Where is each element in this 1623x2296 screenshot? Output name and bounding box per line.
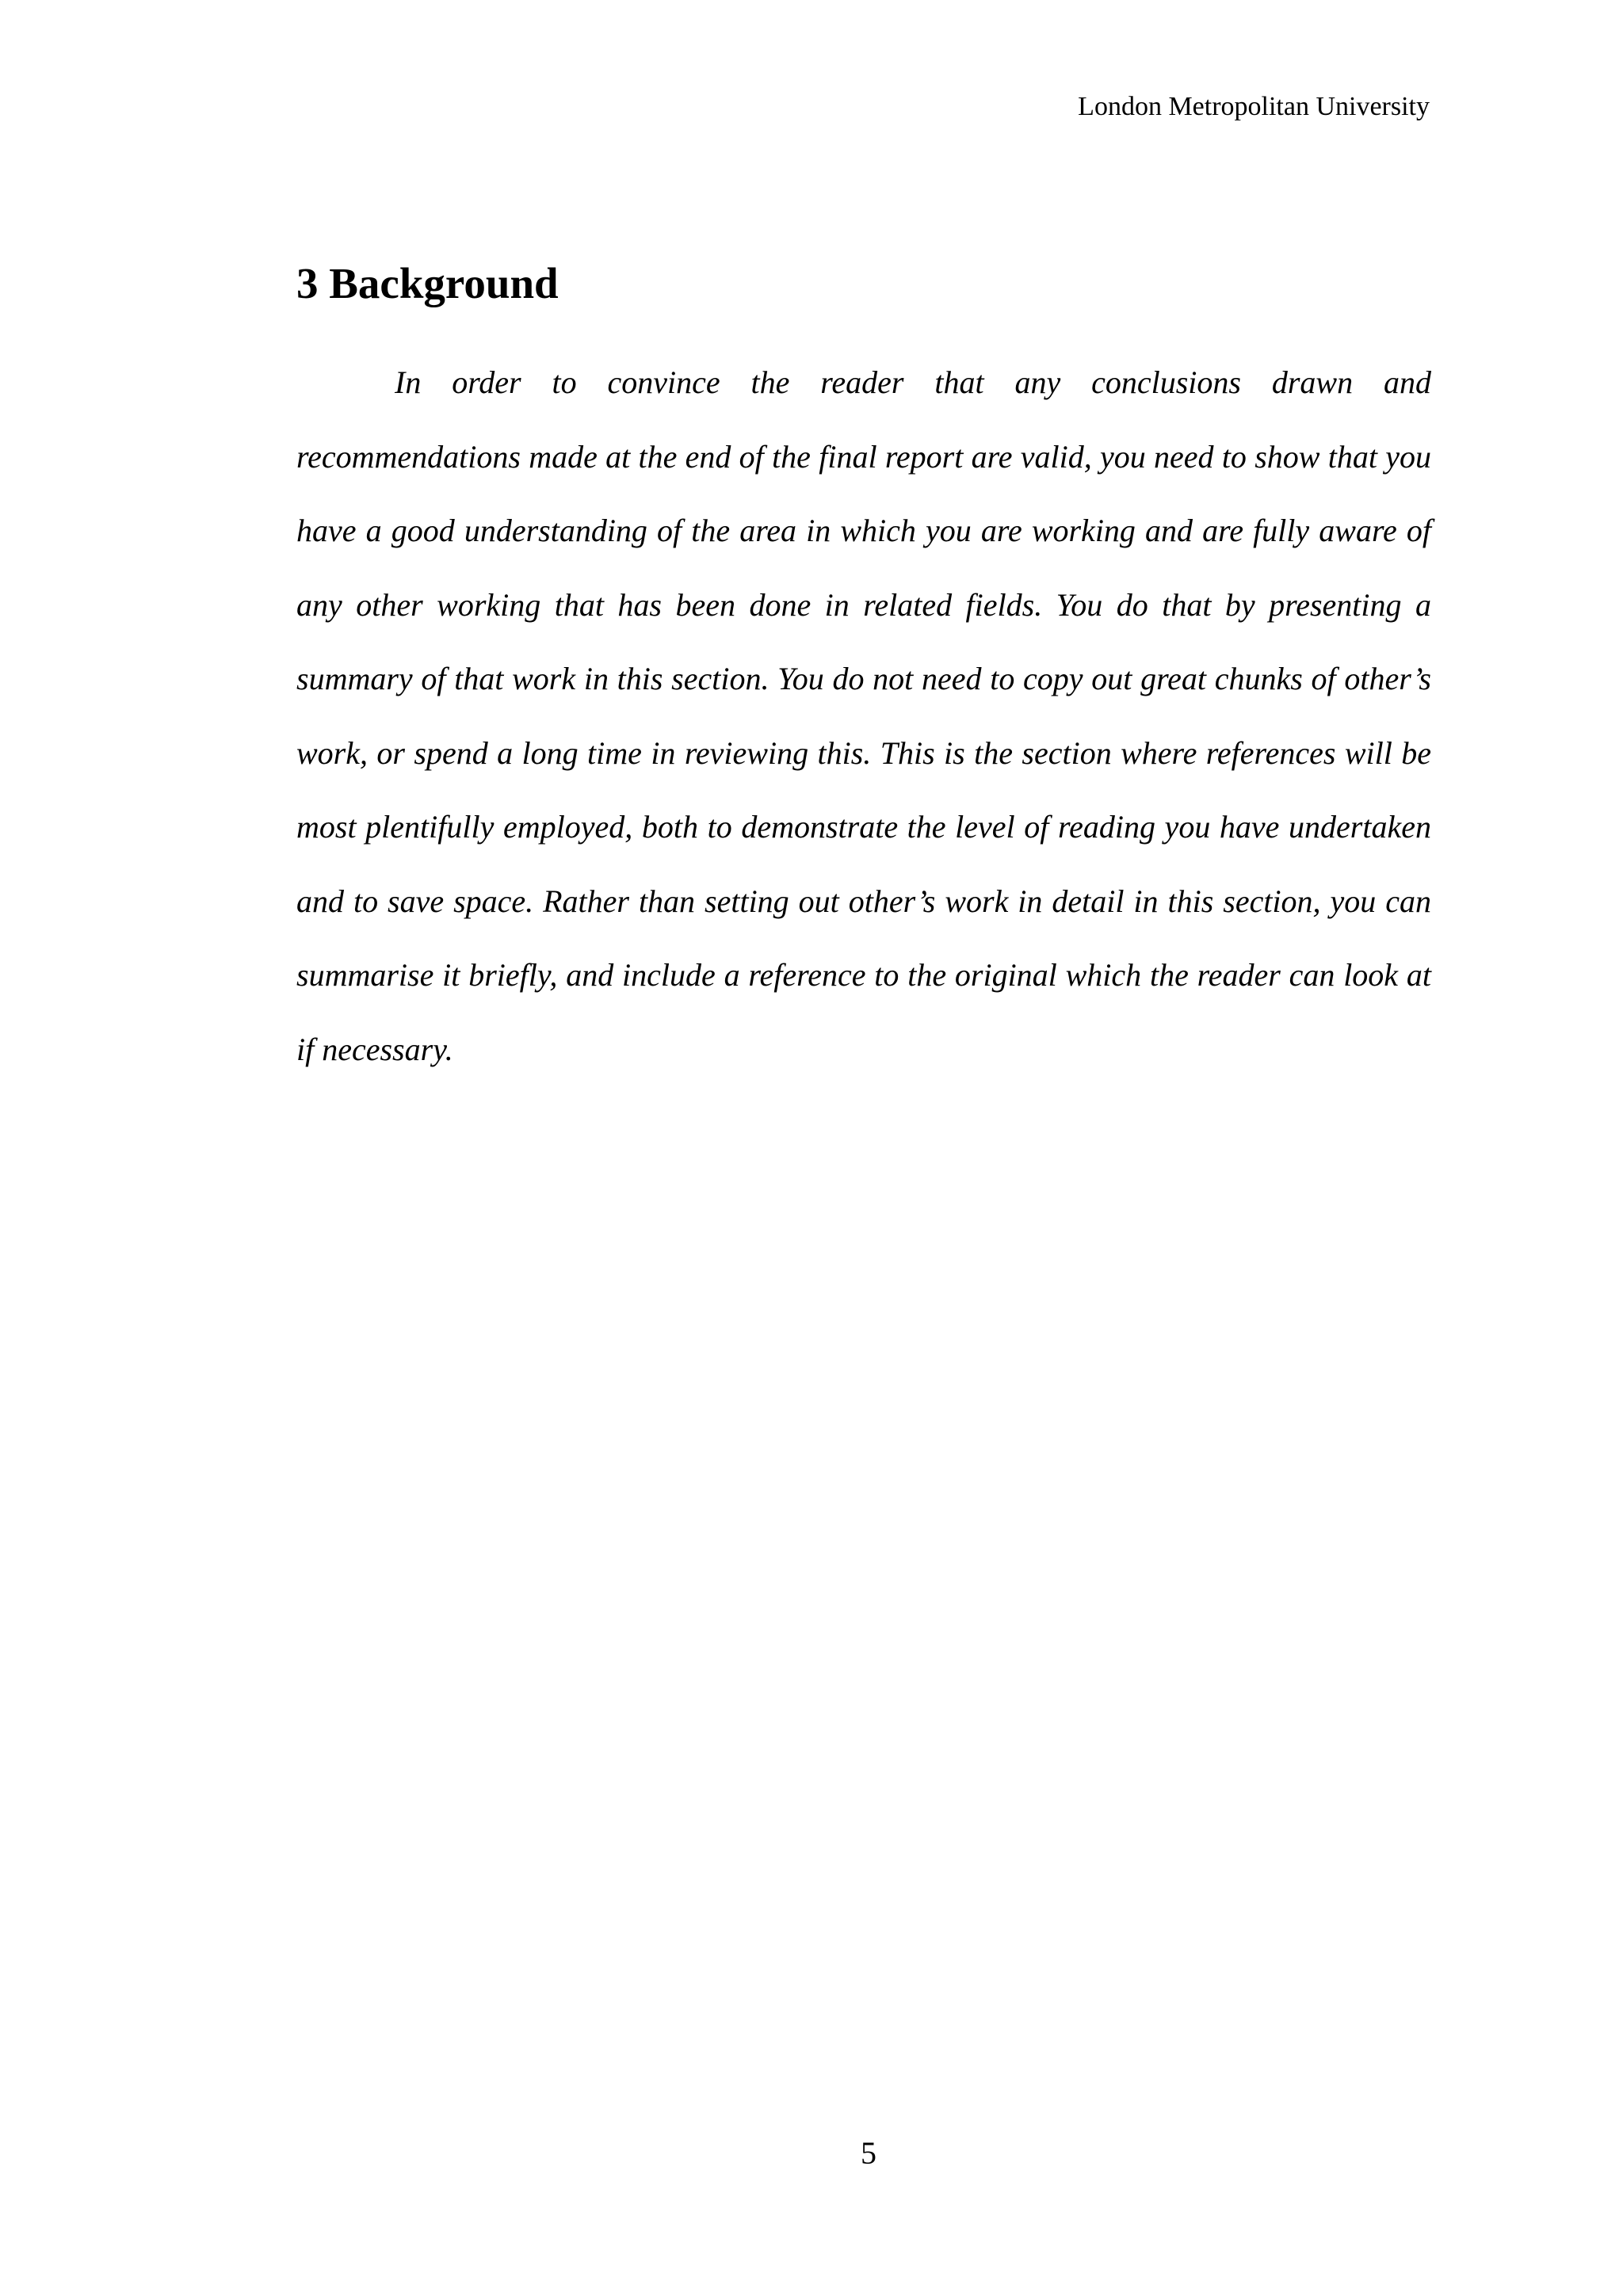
running-header: London Metropolitan University [1078, 92, 1430, 121]
page-number: 5 [861, 2135, 876, 2171]
section-heading: 3 Background [296, 259, 559, 307]
body-paragraph: In order to convince the reader that any conclusions drawn and recommendations made at the end of the final report are valid, you need to show that you have a good understanding of the area in which you are working and are fully aware of any other working that has been done in related fields. You do that by presenting a summary of that work in this section. You do not need to copy out great chunks of other’s work, or spend a long time in reviewing this. This is the section where references will be most plentifully employed, both to demonstrate the level of reading you have undertaken and to save space. Rather than setting out other’s work in detail in this section, you can summarise it briefly, and include a reference to the original which the reader can look at if necessary. [296, 364, 1431, 1067]
